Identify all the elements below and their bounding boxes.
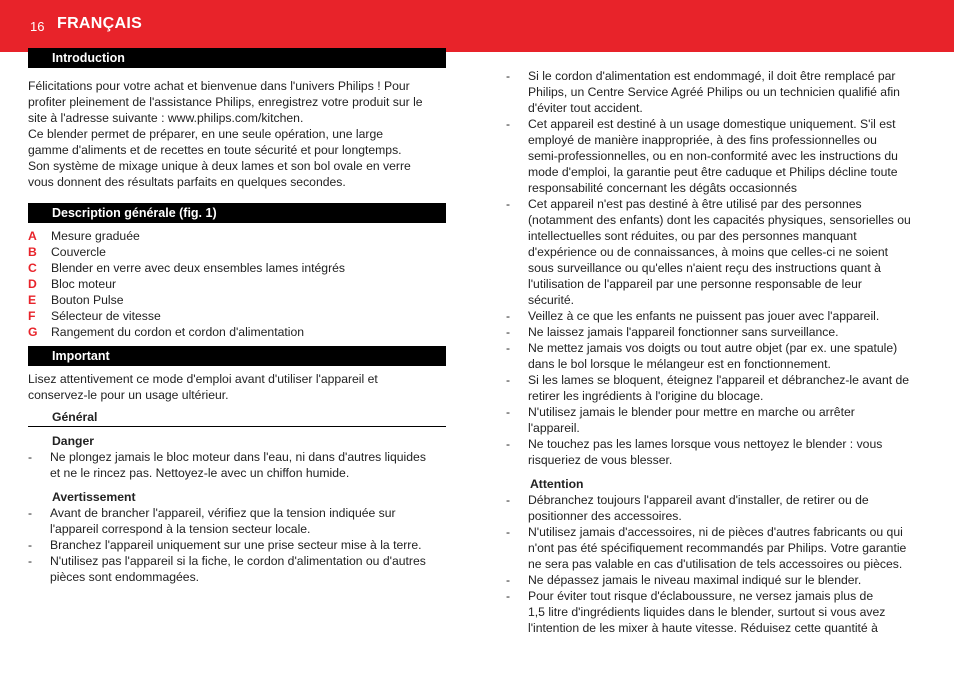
text-line: n'ont pas été spécifiquement recommandés par Philips. Votre garantie <box>528 541 907 555</box>
blender-paragraph <box>28 126 446 190</box>
language-title: FRANÇAIS <box>57 15 143 32</box>
dash-bullet: - <box>506 69 511 83</box>
part-label: Mesure graduée <box>51 229 140 243</box>
bullet-text <box>528 116 898 196</box>
part-item <box>28 244 446 260</box>
text-line: N'utilisez jamais d'accessoires, ni de pièces d'autres fabricants ou qui <box>528 525 903 539</box>
part-item <box>28 276 446 292</box>
bullet-item <box>506 68 924 116</box>
bullet-text <box>528 404 855 436</box>
text-line: retirer les ingrédients à l'origine du blocage. <box>528 389 764 403</box>
bullet-item <box>506 340 924 372</box>
text-line: responsabilité concernant les dégâts occasionnés <box>528 181 797 195</box>
text-line: l'utilisation de l'appareil par une personne responsable de leur <box>528 277 862 291</box>
philips-link[interactable]: www.philips.com/kitchen <box>167 111 300 125</box>
dash-bullet: - <box>506 525 511 539</box>
part-letter: A <box>28 229 37 243</box>
section-heading-introduction: Introduction <box>28 48 446 68</box>
bullet-text <box>528 492 869 524</box>
bullet-text <box>50 449 426 481</box>
text-line: (notamment des enfants) dont les capacités physiques, sensorielles ou <box>528 213 911 227</box>
bullet-item <box>28 553 446 585</box>
dash-bullet: - <box>28 506 33 520</box>
bullet-item <box>506 436 924 468</box>
bullet-text <box>528 196 911 308</box>
bullet-item <box>28 449 446 481</box>
section-heading-important: Important <box>28 346 446 366</box>
text-line: positionner des accessoires. <box>528 509 682 523</box>
text-line: Ne dépassez jamais le niveau maximal indiqué sur le blender. <box>528 573 862 587</box>
dash-bullet: - <box>506 197 511 211</box>
dash-bullet: - <box>506 341 511 355</box>
bullet-item <box>506 308 924 324</box>
part-item <box>28 228 446 244</box>
bullet-text <box>528 68 900 116</box>
bullet-item <box>506 588 924 636</box>
bullet-item <box>506 492 924 524</box>
bullet-text <box>528 308 879 324</box>
part-label: Rangement du cordon et cordon d'alimentation <box>51 325 305 339</box>
text-line: Avant de brancher l'appareil, vérifiez que la tension indiquée sur <box>50 506 396 520</box>
dash-bullet: - <box>506 493 511 507</box>
warning-list-left <box>28 505 446 585</box>
bullet-text <box>528 372 909 404</box>
text-line: Ce blender permet de préparer, en une seule opération, une large <box>28 127 384 141</box>
part-letter: E <box>28 293 37 307</box>
text-line: Branchez l'appareil uniquement sur une prise secteur mise à la terre. <box>50 538 422 552</box>
dash-bullet: - <box>506 573 511 587</box>
part-letter: C <box>28 261 37 275</box>
subheading-attention: Attention <box>530 477 584 491</box>
part-label: Bloc moteur <box>51 277 117 291</box>
part-label: Sélecteur de vitesse <box>51 309 161 323</box>
part-label: Couvercle <box>51 245 106 259</box>
bullet-item <box>506 116 924 196</box>
subheading-general: Général <box>28 409 446 427</box>
text-line: ne sera pas valable en cas d'utilisation de tels accessoires ou pièces. <box>528 557 903 571</box>
dash-bullet: - <box>506 117 511 131</box>
part-label: Blender en verre avec deux ensembles lames intégrés <box>51 261 346 275</box>
text-line: sécurité. <box>528 293 575 307</box>
text-line: Ne mettez jamais vos doigts ou tout autre objet (par ex. une spatule) <box>528 341 898 355</box>
text-line: Félicitations pour votre achat et bienvenue dans l'univers Philips ! Pour <box>28 79 410 93</box>
parts-list <box>28 228 446 340</box>
bullet-item <box>506 572 924 588</box>
bullet-text <box>528 588 885 636</box>
text-line: Pour éviter tout risque d'éclaboussure, ne versez jamais plus de <box>528 589 874 603</box>
text-line: dans le bol lorsque le mélangeur est en fonctionnement. <box>528 357 831 371</box>
dash-bullet: - <box>506 589 511 603</box>
text-line: Si le cordon d'alimentation est endommagé, il doit être remplacé par <box>528 69 896 83</box>
dash-bullet: - <box>506 373 511 387</box>
text-line: N'utilisez jamais le blender pour mettre en marche ou arrêter <box>528 405 855 419</box>
dash-bullet: - <box>506 405 511 419</box>
text-line: mode d'emploi, la garantie peut être caduque et Philips décline toute <box>528 165 898 179</box>
text-line: 1,5 litre d'ingrédients liquides dans le blender, surtout si vous avez <box>528 605 886 619</box>
part-item <box>28 324 446 340</box>
right-column <box>506 68 924 636</box>
text-line: Veillez à ce que les enfants ne puissent pas jouer avec l'appareil. <box>528 309 880 323</box>
text-line: et ne le rincez pas. Nettoyez-le avec un chiffon humide. <box>50 466 350 480</box>
text-line: l'intention de les mixer à haute vitesse. Réduisez cette quantité à <box>528 621 878 635</box>
text-line: profiter pleinement de l'assistance Philips, enregistrez votre produit sur le <box>28 95 423 109</box>
dash-bullet: - <box>506 325 511 339</box>
text-line: N'utilisez pas l'appareil si la fiche, le cordon d'alimentation ou d'autres <box>50 554 426 568</box>
text-line: sous surveillance ou qu'elles n'aient reçu des instructions quant à <box>528 261 881 275</box>
text-line: Cet appareil est destiné à un usage domestique uniquement. S'il est <box>528 117 896 131</box>
part-letter: G <box>28 325 38 339</box>
text-line: Philips, un Centre Service Agréé Philips ou un technicien qualifié afin <box>528 85 900 99</box>
bullet-text <box>528 572 861 588</box>
dash-bullet: - <box>506 437 511 451</box>
text-line: Cet appareil n'est pas destiné à être utilisé par des personnes <box>528 197 862 211</box>
text-span: . <box>299 111 304 125</box>
bullet-text <box>528 324 839 340</box>
bullet-item <box>506 524 924 572</box>
text-line: l'appareil correspond à la tension secteur locale. <box>50 522 311 536</box>
part-label: Bouton Pulse <box>51 293 124 307</box>
warning-list-right <box>506 68 924 468</box>
text-line: pièces sont endommagées. <box>50 570 200 584</box>
text-line: gamme d'aliments et de recettes en toute sécurité et pour longtemps. <box>28 143 402 157</box>
header-bar <box>0 0 954 52</box>
text-line: Ne plongez jamais le bloc moteur dans l'eau, ni dans d'autres liquides <box>50 450 426 464</box>
text-line: d'éviter tout accident. <box>528 101 643 115</box>
bullet-item <box>506 404 924 436</box>
text-line: employé de manière inappropriée, à des fins professionnelles ou <box>528 133 877 147</box>
part-letter: B <box>28 245 37 259</box>
subheading-warning: Avertissement <box>52 490 136 504</box>
text-line: Débranchez toujours l'appareil avant d'installer, de retirer ou de <box>528 493 869 507</box>
text-line: Ne touchez pas les lames lorsque vous nettoyez le blender : vous <box>528 437 883 451</box>
bullet-text <box>50 505 396 537</box>
dash-bullet: - <box>28 554 33 568</box>
part-item <box>28 260 446 276</box>
bullet-item <box>28 537 446 553</box>
dash-bullet: - <box>506 309 511 323</box>
attention-list <box>506 492 924 636</box>
text-line: Lisez attentivement ce mode d'emploi avant d'utiliser l'appareil et <box>28 372 378 386</box>
text-line: vous donnent des résultats parfaits en quelques secondes. <box>28 175 346 189</box>
text-line: Ne laissez jamais l'appareil fonctionner sans surveillance. <box>528 325 839 339</box>
subheading-danger: Danger <box>52 434 94 448</box>
bullet-text <box>50 553 426 585</box>
page-number: 16 <box>30 19 45 34</box>
text-line: l'appareil. <box>528 421 580 435</box>
part-letter: F <box>28 309 36 323</box>
left-column <box>28 48 446 585</box>
dash-bullet: - <box>28 450 33 464</box>
text-line: intellectuelles sont réduites, ou par des personnes manquant <box>528 229 857 243</box>
bullet-item <box>506 324 924 340</box>
danger-list <box>28 449 446 481</box>
bullet-text <box>528 340 897 372</box>
bullet-item <box>506 372 924 404</box>
text-line: semi-professionnelles, ou en non-conformité avec les instructions du <box>528 149 898 163</box>
text-span: site à l'adresse suivante : <box>28 111 168 125</box>
bullet-text <box>528 436 882 468</box>
part-item <box>28 308 446 324</box>
bullet-text <box>50 537 422 553</box>
dash-bullet: - <box>28 538 33 552</box>
important-intro <box>28 371 446 403</box>
bullet-item <box>506 196 924 308</box>
text-line: Son système de mixage unique à deux lames et son bol ovale en verre <box>28 159 411 173</box>
text-line: d'expérience ou de connaissances, à moins que celles-ci ne soient <box>528 245 889 259</box>
text-line: conservez-le pour un usage ultérieur. <box>28 388 229 402</box>
section-heading-description: Description générale (fig. 1) <box>28 203 446 223</box>
text-line: risqueriez de vous blesser. <box>528 453 673 467</box>
text-line <box>28 110 446 126</box>
bullet-item <box>28 505 446 537</box>
part-item <box>28 292 446 308</box>
intro-paragraph <box>28 78 446 190</box>
part-letter: D <box>28 277 37 291</box>
bullet-text <box>528 524 906 572</box>
text-line: Si les lames se bloquent, éteignez l'appareil et débranchez-le avant de <box>528 373 910 387</box>
